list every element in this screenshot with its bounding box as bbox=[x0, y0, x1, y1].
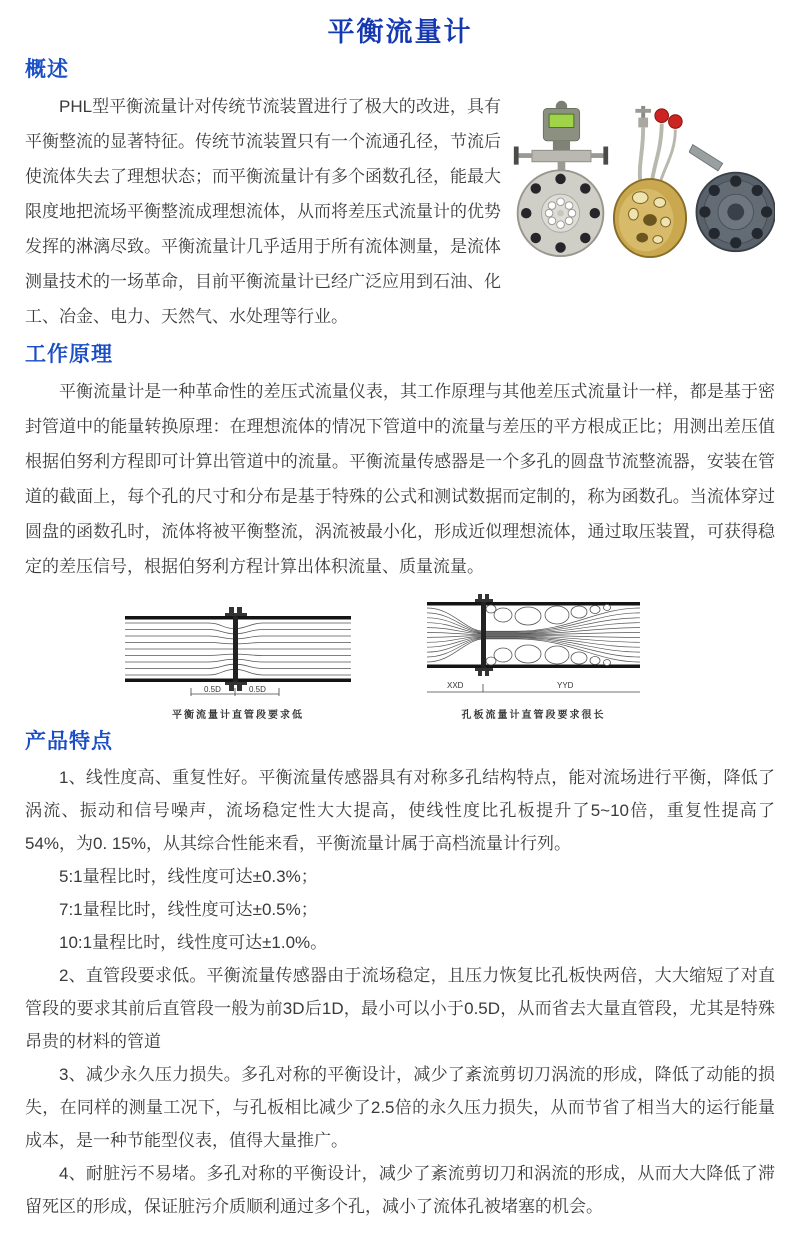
dim-left-label: 0.5D bbox=[204, 685, 221, 694]
balanced-flow-diagram-image bbox=[113, 606, 363, 698]
balanced-orifice-plate bbox=[233, 616, 238, 682]
orifice-plate bbox=[481, 602, 486, 668]
feature-paragraph-4: 4、耐脏污不易堵。多孔对称的平衡设计，减少了紊流剪切刀和涡流的形成，从而大大降低了滞留死区的形成，保证脏污介质顺利通过多个孔，减小了流体孔被堵塞的机会。 bbox=[25, 1164, 775, 1216]
flowmeter-with-transmitter-photo bbox=[511, 93, 611, 261]
wafer-flange-photo bbox=[689, 133, 775, 261]
feature-ratio-10to1: 10:1量程比时，线性度可达±1.0%。 bbox=[59, 933, 328, 952]
flow-diagrams bbox=[25, 594, 775, 721]
dim-xxd-label: XXD bbox=[447, 681, 464, 690]
feature-paragraph-3: 3、减少永久压力损失。多孔对称的平衡设计，减少了紊流剪切刀涡流的形成，降低了动能的损失，在同样的测量工况下，与孔板相比减少了2.5倍的永久压力损失，从而节省了相当大的运行能量成本，是一种节能型仪表，值得大量推广。 bbox=[25, 1065, 775, 1150]
dim-yyd-label: YYD bbox=[557, 681, 574, 690]
orifice-flow-diagram-image bbox=[421, 594, 646, 698]
feature-ratio-5to1: 5:1量程比时，线性度可达±0.3%； bbox=[59, 867, 318, 886]
overview-paragraph: PHL型平衡流量计对传统节流装置进行了极大的改进，具有平衡整流的显著特征。传统节流装置只有一个流通孔径，节流后使流体失去了理想状态；而平衡流量计有多个函数孔径，能最大限度地把流场平衡整流成理想流体，从而将差压式流量计的优势发挥的淋漓尽致。平衡流量计几乎适用于所有流体测量，是流体测量技术的一场革命，目前平衡流量计已经广泛应用到石油、化工、冶金、电力、天然气、水处理等行业。 bbox=[25, 97, 501, 326]
section-heading-principle: 工作原理 bbox=[25, 343, 113, 366]
section-heading-overview: 概述 bbox=[25, 58, 69, 81]
orifice-plate-diagram bbox=[421, 594, 646, 721]
section-features bbox=[25, 725, 775, 1223]
principle-paragraph: 平衡流量计是一种革命性的差压式流量仪表，其工作原理与其他差压式流量计一样，都是基于密封管道中的能量转换原理：在理想流体的情况下管道中的流量与差压的平方根成正比；用测出差压值根据伯努利方程即可计算出管道中的流量。平衡流量传感器是一个多孔的圆盘节流整流器，安装在管道的截面上，每个孔的尺寸和分布是基于特殊的公式和测试数据而定制的，称为函数孔。当流体穿过圆盘的函数孔时，流体将被平衡整流，涡流被最小化，形成近似理想流体，通过取压装置，可获得稳定的差压信号，根据伯努利方程计算出体积流量、质量流量。 bbox=[25, 382, 775, 576]
balanced-diagram-caption: 平衡流量计直管段要求低 bbox=[172, 710, 304, 721]
page-title: 平衡流量计 bbox=[327, 17, 473, 47]
section-heading-features: 产品特点 bbox=[25, 730, 113, 753]
brass-flowmeter-with-valves-photo bbox=[611, 103, 689, 261]
section-principle bbox=[25, 338, 775, 721]
orifice-diagram-caption: 孔板流量计直管段要求很长 bbox=[461, 710, 606, 721]
feature-paragraph-2: 2、直管段要求低。平衡流量传感器由于流场稳定，且压力恢复比孔板快两倍，大大缩短了对直管段的要求其前后直管段一般为前3D后1D，最小可以小于0.5D，从而省去大量直管段，尤其是特殊昂贵的材料的管道 bbox=[25, 966, 775, 1051]
feature-ratio-7to1: 7:1量程比时，线性度可达±0.5%； bbox=[59, 900, 318, 919]
section-overview bbox=[25, 53, 775, 334]
dim-right-label: 0.5D bbox=[249, 685, 266, 694]
feature-paragraph-1: 1、线性度高、重复性好。平衡流量传感器具有对称多孔结构特点，能对流场进行平衡，降低了涡流、振动和信号噪声，流场稳定性大大提高，使线性度比孔板提升了5~10倍，重复性提高了54%，为0. 15%，从其综合性能来看，平衡流量计属于高档流量计行列。 bbox=[25, 768, 775, 853]
balanced-flowmeter-diagram bbox=[113, 606, 363, 721]
product-photos bbox=[511, 93, 775, 261]
